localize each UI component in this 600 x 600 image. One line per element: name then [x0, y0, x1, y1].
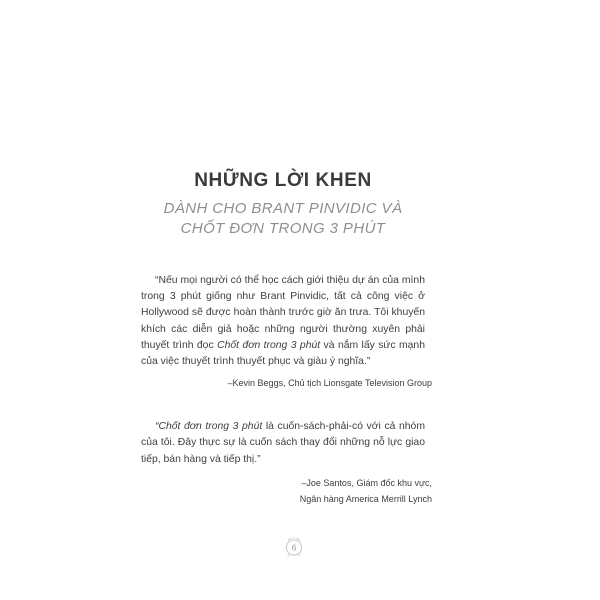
quote-1-text-before: “Nếu mọi người có thể học cách giới thiệu dự án của mình trong 3 phút giống như Brant Pinvidic, tất cả công việc ở Hollywood sẽ được hoàn thành trước giờ ăn trưa. Tôi khuyến khích các diễn giả hoặc những người thường xuyên phải thuyết trình đọc — [141, 275, 425, 351]
quote-2 — [141, 419, 425, 468]
page-number-ornament — [152, 533, 436, 565]
quote-2-attribution-line-2: Ngân hàng America Merrill Lynch — [299, 493, 432, 504]
page-title: NHỮNG LỜI KHEN — [194, 170, 372, 191]
quote-2-attribution-line-1: –Joe Santos, Giám đốc khu vực, — [301, 477, 432, 488]
quote-1-attribution: –Kevin Beggs, Chủ tịch Lionsgate Television Group — [227, 378, 432, 389]
page-subtitle — [141, 199, 425, 239]
quote-2-attribution — [141, 475, 432, 507]
quote-1-text-after: và nắm lấy sức mạnh của việc thuyết trình thuyết phục và giàu ý nghĩa.” — [141, 339, 425, 368]
subtitle-line-1: DÀNH CHO BRANT PINVIDIC VÀ — [163, 200, 403, 217]
subtitle-line-2: CHỐT ĐƠN TRONG 3 PHÚT — [180, 220, 386, 237]
book-page — [141, 0, 432, 565]
quote-1 — [141, 273, 425, 370]
quote-2-text-after: là cuốn-sách-phải-có với cả nhóm của tôi. Đây thực sự là cuốn sách thay đổi những nỗ lực giao tiếp, bán hàng và tiếp thị.” — [141, 421, 425, 465]
alarm-clock-icon — [281, 533, 307, 560]
quote-1-book-title: Chốt đơn trong 3 phút — [217, 339, 321, 351]
quote-2-book-title: “Chốt đơn trong 3 phút — [155, 421, 263, 433]
page-number: 6 — [291, 542, 297, 553]
